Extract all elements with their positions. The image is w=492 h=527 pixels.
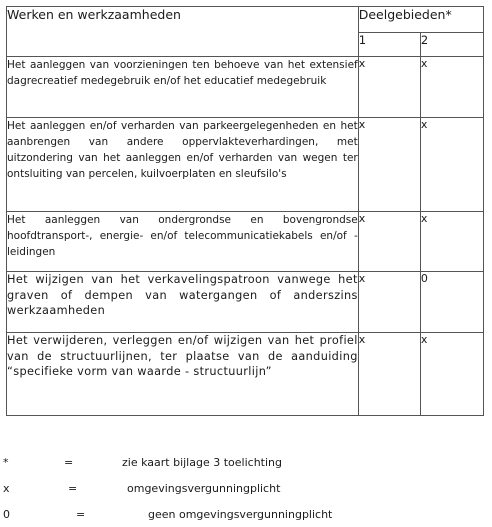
row-description: Het aanleggen en/of verharden van parkeergelegenheden en het aanbrengen van andere oppervlakteverhardingen, met uitzondering van het aanleggen en/of verharden van wegen ter ontsluiting van percelen, kuilvoerplaten en sleufsilo's xyxy=(7,118,359,212)
legend-equals: = xyxy=(64,456,74,469)
table-row xyxy=(7,212,484,272)
row-subarea-1-mark: x xyxy=(358,118,420,212)
legend-equals: = xyxy=(76,508,86,521)
header-subareas: Deelgebieden* xyxy=(358,7,483,33)
legend-meaning: omgevingsvergunningplicht xyxy=(127,482,281,495)
row-subarea-2-mark: x xyxy=(420,118,483,212)
row-subarea-1-mark: x xyxy=(358,272,420,333)
table-row xyxy=(7,118,484,212)
row-description: Het wijzigen van het verkavelingspatroon vanwege het graven of dempen van watergangen of anderszins werkzaamheden xyxy=(7,272,359,333)
row-subarea-2-mark: x xyxy=(420,212,483,272)
row-description: Het aanleggen van ondergrondse en bovengrondse hoofdtransport-, energie- en/of telecommunicatiekabels en/of -leidingen xyxy=(7,212,359,272)
row-subarea-1-mark: x xyxy=(358,212,420,272)
header-subarea-1: 1 xyxy=(358,33,420,57)
row-subarea-2-mark: x xyxy=(420,333,483,416)
table-row xyxy=(7,272,484,333)
legend-symbol: x xyxy=(3,482,10,495)
header-works: Werken en werkzaamheden xyxy=(7,7,359,57)
legend-meaning: zie kaart bijlage 3 toelichting xyxy=(122,456,282,469)
row-subarea-2-mark: 0 xyxy=(420,272,483,333)
table-row xyxy=(7,333,484,416)
works-table xyxy=(6,6,484,416)
row-description: Het aanleggen van voorzieningen ten behoeve van het extensief dagrecreatief medegebruik en/of het educatief medegebruik xyxy=(7,57,359,118)
legend-meaning: geen omgevingsvergunningplicht xyxy=(148,508,333,521)
legend-equals: = xyxy=(68,482,78,495)
legend-symbol: * xyxy=(3,456,9,469)
header-subarea-2: 2 xyxy=(420,33,483,57)
legend-symbol: 0 xyxy=(3,508,10,521)
row-description: Het verwijderen, verleggen en/of wijzigen van het profiel van de structuurlijnen, ter plaatse van de aanduiding “specifieke vorm van waarde - structuurlijn” xyxy=(7,333,359,416)
row-subarea-2-mark: x xyxy=(420,57,483,118)
row-subarea-1-mark: x xyxy=(358,57,420,118)
row-subarea-1-mark: x xyxy=(358,333,420,416)
table-row xyxy=(7,57,484,118)
